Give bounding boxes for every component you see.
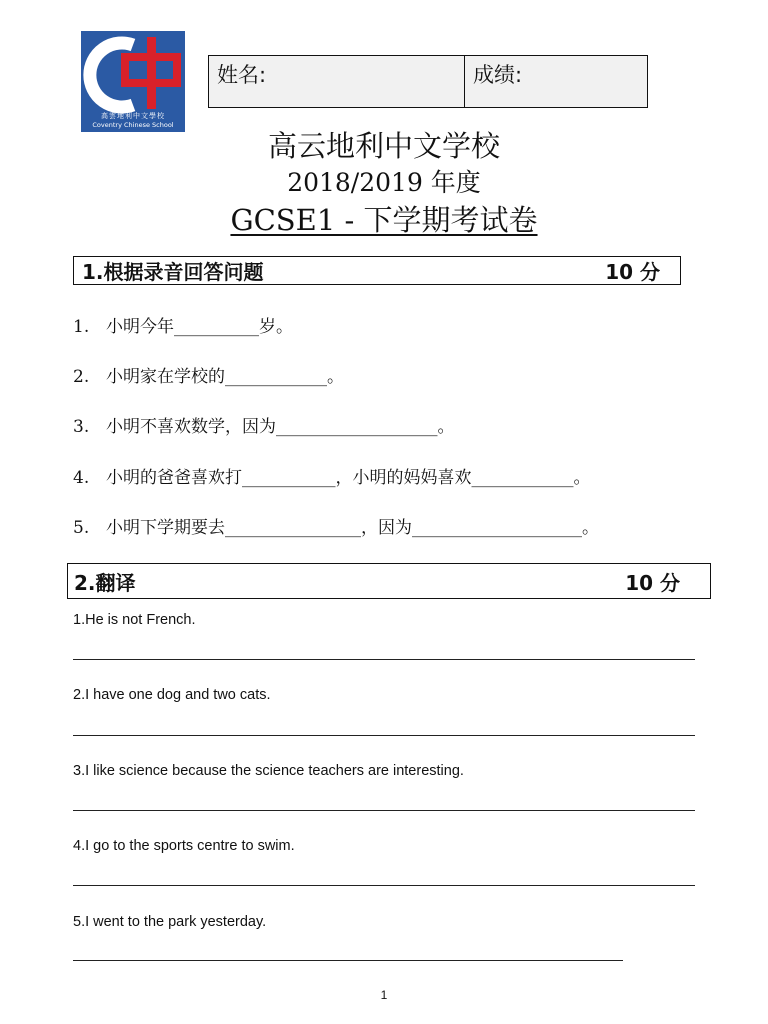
translation-prompt: 4.I go to the sports centre to swim. (73, 838, 295, 854)
translation-prompt: 2.I have one dog and two cats. (73, 687, 271, 703)
question-number: 2. (73, 367, 90, 387)
listening-question (73, 412, 455, 437)
listening-question (73, 362, 344, 387)
page-number: 1 (380, 988, 388, 1002)
section1-points: 10 分 (605, 260, 660, 284)
question-text: 小明下学期要去________________，因为____________________。 (106, 518, 599, 538)
section2-header (67, 563, 711, 599)
listening-question (73, 312, 293, 337)
question-number: 1. (73, 317, 90, 337)
exam-title-text: GCSE1 - 下学期考试卷 (230, 203, 538, 237)
logo-chinese-name: 高雲地利中文學校 (101, 112, 165, 120)
translation-prompt: 1.He is not French. (73, 612, 196, 628)
answer-line[interactable] (73, 735, 695, 736)
question-text: 小明的爸爸喜欢打___________，小明的妈妈喜欢____________。 (106, 468, 591, 488)
answer-line[interactable] (73, 960, 623, 961)
listening-question (73, 513, 599, 538)
listening-question (73, 463, 591, 488)
name-score-box (208, 55, 648, 108)
score-label: 成绩: (473, 63, 523, 87)
question-number: 3. (73, 417, 90, 437)
logo-english-name: Coventry Chinese School (92, 121, 174, 129)
section2-title: 2.翻译 (74, 570, 136, 595)
question-number: 5. (73, 518, 90, 538)
translation-prompt: 5.I went to the park yesterday. (73, 914, 267, 930)
name-field[interactable] (209, 56, 465, 107)
question-number: 4. (73, 468, 90, 488)
question-text: 小明今年__________岁。 (106, 317, 293, 337)
academic-year: 2018/2019 年度 (287, 168, 481, 197)
question-text: 小明家在学校的____________。 (106, 367, 344, 387)
school-title: 高云地利中文学校 (267, 129, 500, 163)
question-text: 小明不喜欢数学，因为___________________。 (106, 417, 455, 437)
section2-points: 10 分 (625, 570, 680, 595)
translation-prompt: 3.I like science because the science teachers are interesting. (73, 763, 464, 779)
answer-line[interactable] (73, 659, 695, 660)
answer-line[interactable] (73, 885, 695, 886)
name-label: 姓名: (217, 63, 267, 87)
section1-title: 1.根据录音回答问题 (82, 260, 264, 284)
exam-title (0, 198, 768, 239)
section1-header (73, 256, 681, 285)
school-logo (81, 31, 185, 132)
score-field[interactable] (465, 56, 647, 107)
answer-line[interactable] (73, 810, 695, 811)
